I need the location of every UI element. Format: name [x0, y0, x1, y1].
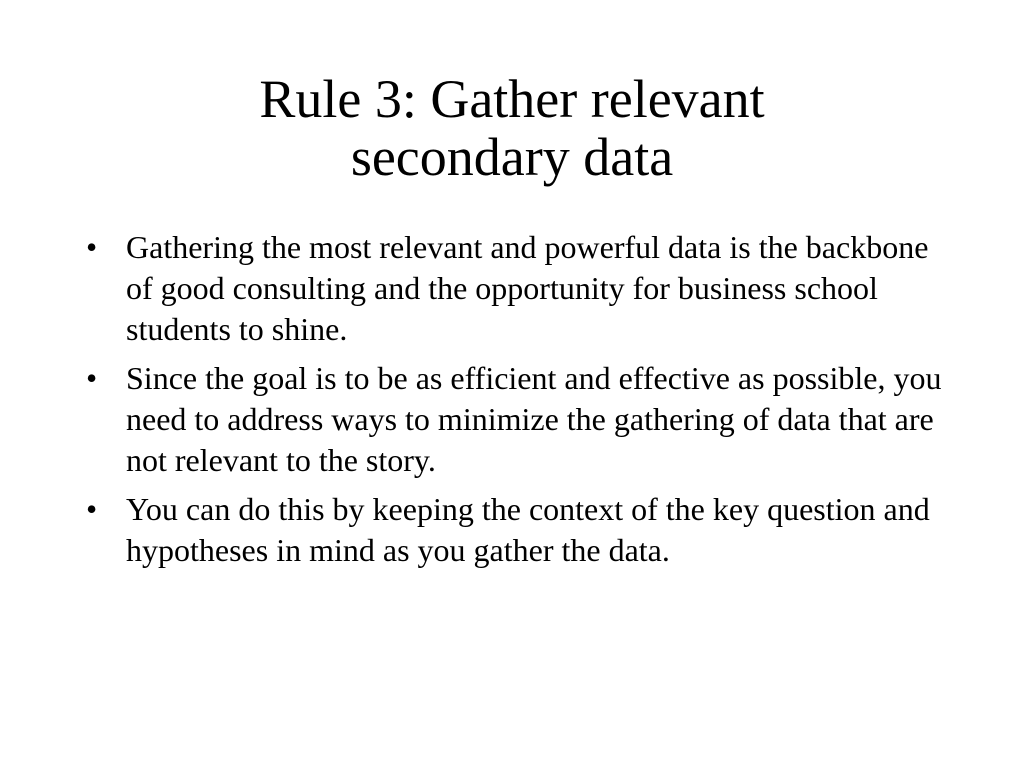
bullet-icon: •	[86, 360, 98, 396]
bullet-list	[86, 227, 946, 579]
bullet-item-2	[86, 358, 946, 481]
bullet-text-2: Since the goal is to be as efficient and effective as possible, you need to address ways to minimize the gathering of data that are not relevant to the story.	[126, 360, 942, 478]
slide-title-line-1: Rule 3: Gather relevant	[259, 69, 765, 129]
bullet-item-3	[86, 489, 946, 571]
bullet-icon: •	[86, 491, 98, 527]
bullet-item-1	[86, 227, 946, 350]
bullet-text-1: Gathering the most relevant and powerful data is the backbone of good consulting and the opportunity for business school students to shine.	[126, 229, 929, 347]
bullet-text-3: You can do this by keeping the context of the key question and hypotheses in mind as you gather the data.	[126, 491, 930, 568]
slide-title-line-2: secondary data	[350, 127, 674, 187]
bullet-icon: •	[86, 229, 98, 265]
slide-title	[0, 70, 1024, 186]
